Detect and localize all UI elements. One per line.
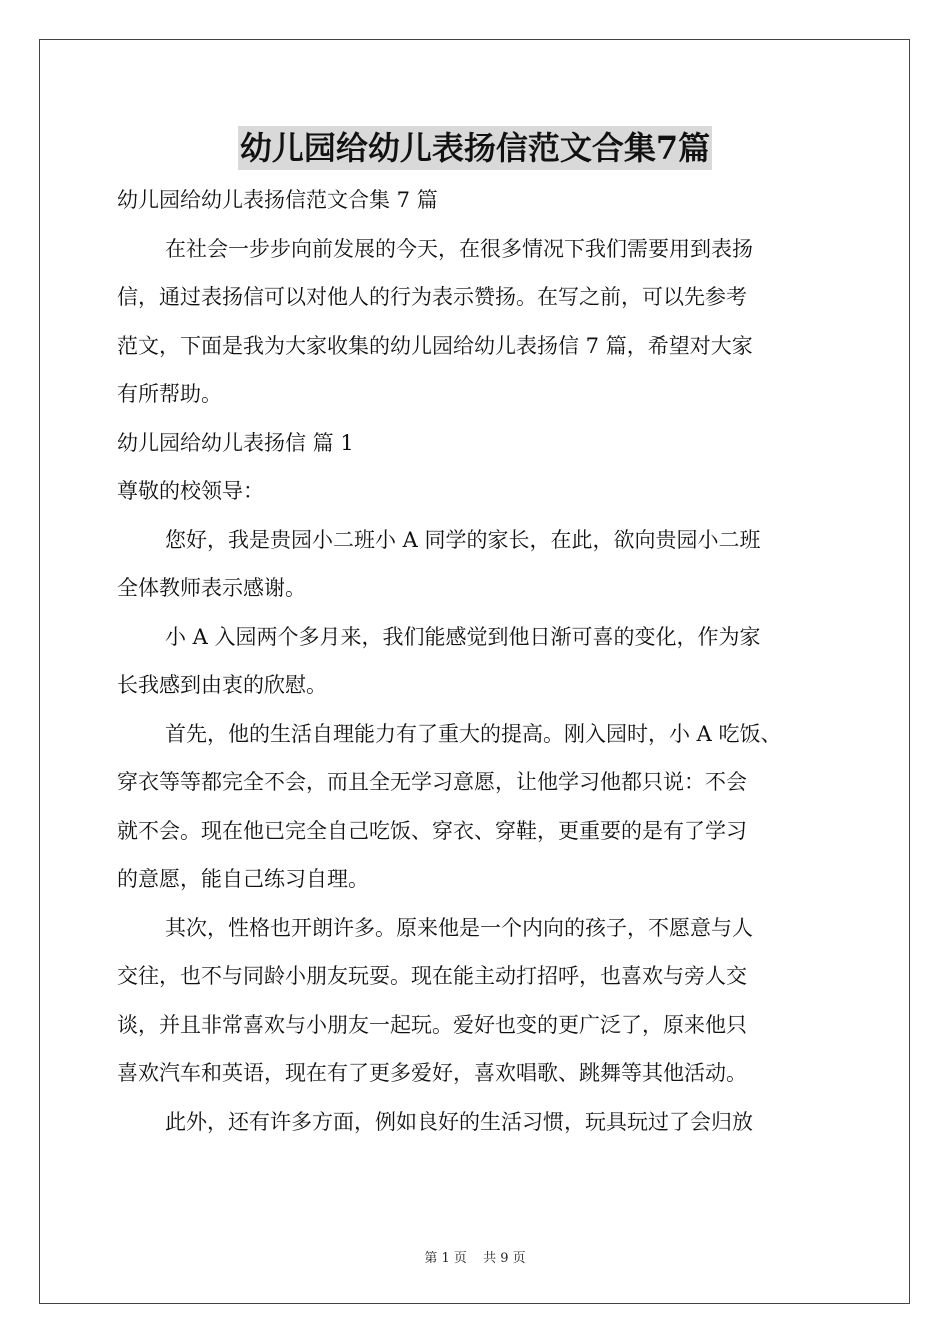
- text-line: 谈，并且非常喜欢与小朋友一起玩。爱好也变的更广泛了，原来他只: [117, 1012, 747, 1037]
- text-line: 信，通过表扬信可以对他人的行为表示赞扬。在写之前，可以先参考: [117, 285, 747, 309]
- text-line: 就不会。现在他已完全自己吃饭、穿衣、穿鞋，更重要的是有了学习: [117, 818, 747, 843]
- text-line: 范文，下面是我为大家收集的幼儿园给幼儿表扬信 7 篇，希望对大家: [117, 333, 753, 358]
- document-title: 幼儿园给幼儿表扬信范文合集7篇: [238, 126, 712, 170]
- text-line: 穿衣等等都完全不会，而且全无学习意愿，让他学习他都只说：不会: [117, 770, 747, 794]
- text-line: 喜欢汽车和英语，现在有了更多爱好，喜欢唱歌、跳舞等其他活动。: [117, 1061, 747, 1085]
- text-line: 其次，性格也开朗许多。原来他是一个内向的孩子，不愿意与人: [165, 915, 753, 940]
- title-container: [0, 126, 950, 170]
- text-line: 小 A 入园两个多月来，我们能感觉到他日渐可喜的变化，作为家: [165, 624, 761, 649]
- page-number-total: 共 9 页: [483, 1251, 526, 1266]
- text-line: 全体教师表示感谢。: [117, 576, 306, 600]
- text-line: 的意愿，能自己练习自理。: [117, 867, 369, 891]
- text-line: 有所帮助。: [117, 382, 222, 406]
- page-number-current: 第 1 页: [424, 1251, 467, 1266]
- text-line: 您好，我是贵园小二班小 A 同学的家长，在此，欲向贵园小二班: [165, 527, 761, 552]
- text-line: 幼儿园给幼儿表扬信范文合集 7 篇: [117, 188, 438, 212]
- text-line: 尊敬的校领导：: [117, 479, 264, 503]
- text-line: 交往，也不与同龄小朋友玩耍。现在能主动打招呼，也喜欢与旁人交: [117, 964, 747, 988]
- document-body: [117, 176, 835, 1146]
- page-footer: [0, 1247, 950, 1266]
- text-line: 长我感到由衷的欣慰。: [117, 673, 327, 697]
- text-line: 此外，还有许多方面，例如良好的生活习惯，玩具玩过了会归放: [165, 1109, 753, 1134]
- text-line: 幼儿园给幼儿表扬信 篇 1: [117, 430, 354, 455]
- text-line: 首先，他的生活自理能力有了重大的提高。刚入园时，小 A 吃饭、: [165, 721, 782, 746]
- text-line: 在社会一步步向前发展的今天，在很多情况下我们需要用到表扬: [165, 236, 753, 261]
